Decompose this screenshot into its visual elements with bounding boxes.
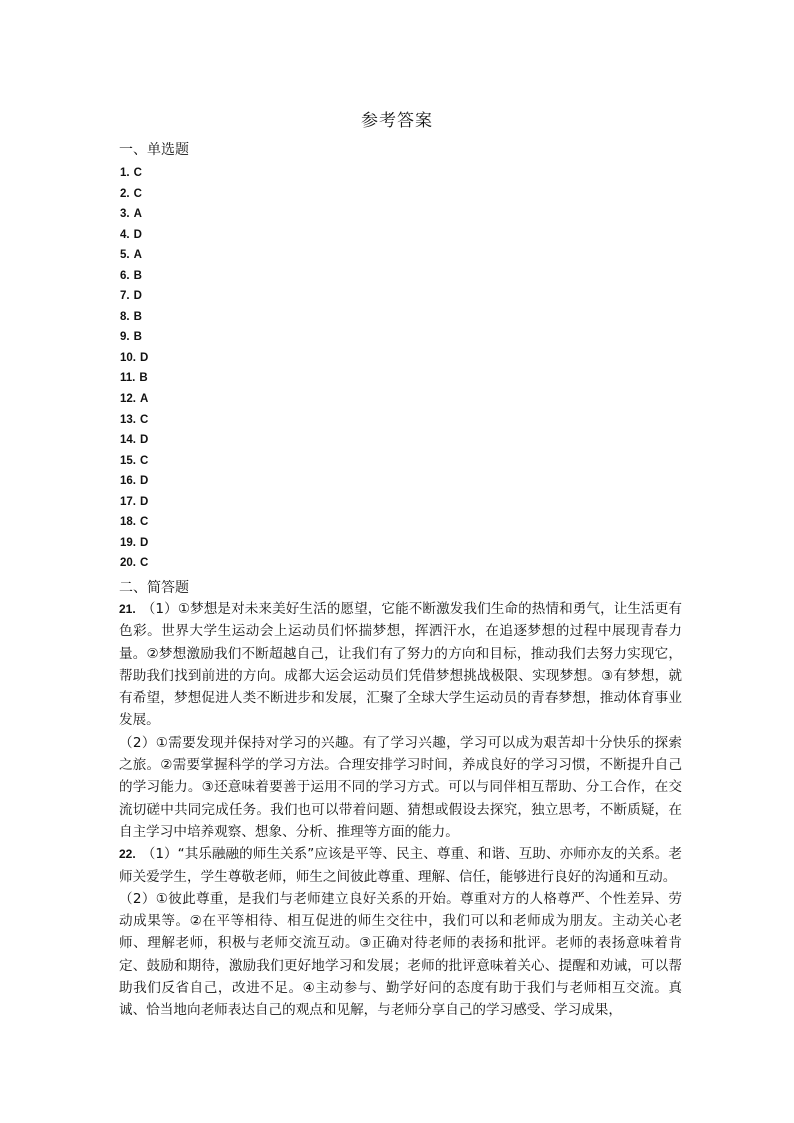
answer-number: 12. [120,393,136,406]
answer-choice: D [140,475,149,488]
answer-item [120,492,148,513]
answer-number: 15. [120,454,136,467]
multiple-choice-answer-list [120,163,148,574]
answer-item [120,286,148,307]
answer-number: 14. [120,434,136,447]
answer-choice: D [140,495,149,508]
answer-number: 3. [120,208,130,221]
answer-item [120,204,148,225]
answer-item [120,389,148,410]
answer-item [120,410,148,431]
answer-item [120,430,148,451]
question-21-part-2: （2）①需要发现并保持对学习的兴趣。有了学习兴趣，学习可以成为艰苦却十分快乐的探索之旅。②需要掌握科学的学习方法。合理安排学习时间，养成良好的学习习惯，不断提升自己的学习能力。③还意味着要善于运用不同的学习方式。可以与同伴相互帮助、分工合作，在交流切磋中共同完成任务。我们也可以带着问题、猜想或假设去探究，独立思考，不断质疑，在自主学习中培养观察、想象、分析、推理等方面的能力。 [119,734,682,840]
question-22-part-2: （2）①彼此尊重，是我们与老师建立良好关系的开始。尊重对方的人格尊严、个性差异、劳动成果等。②在平等相待、相互促进的师生交往中，我们可以和老师成为朋友。主动关心老师、理解老师，积极与老师交流互动。③正确对待老师的表扬和批评。老师的表扬意味着肯定、鼓励和期待，激励我们更好地学习和发展；老师的批评意味着关心、提醒和劝诫，可以帮助我们反省自己，改进不足。④主动参与、勤学好问的态度有助于我们与老师相互交流。真诚、恰当地向老师表达自己的观点和见解，与老师分享自己的学习感受、学习成果， [119,890,682,1019]
question-21-part-1 [119,598,682,732]
answer-item [120,368,148,389]
answer-number: 6. [120,269,130,282]
answer-text: （1）①梦想是对未来美好生活的愿望，它能不断激发我们生命的热情和勇气，让生活更有色彩。世界大学生运动会上运动员们怀揣梦想，挥洒汗水，在追逐梦想的过程中展现青春力量。②梦想激励我们不断超越自己，让我们有了努力的方向和目标，推动我们去努力实现它，帮助我们找到前进的方向。成都大运会运动员们凭借梦想挑战极限、实现梦想。③有梦想，就有希望，梦想促进人类不断进步和发展，汇聚了全球大学生运动员的青春梦想，推动体育事业发展。 [119,601,682,729]
answer-number: 4. [120,228,130,241]
answer-choice: D [133,290,142,303]
section-heading-multiple-choice: 一、单选题 [119,142,189,158]
short-answer-body [119,598,682,1022]
answer-number: 5. [120,249,130,262]
section-heading-short-answer: 二、简答题 [119,580,189,596]
answer-choice: A [133,208,142,221]
answer-number: 1. [120,167,130,179]
answer-choice: B [133,269,142,282]
answer-item [120,553,148,574]
answer-item [120,307,148,328]
answer-choice: C [140,413,149,426]
answer-number: 16. [120,475,136,488]
answer-number: 10. [120,351,136,364]
question-22-part-1 [119,843,682,888]
answer-choice: D [133,228,142,241]
answer-number: 20. [120,557,136,570]
page-title: 参考答案 [361,111,433,131]
answer-choice: C [133,167,142,179]
answer-choice: B [133,331,142,344]
answer-number: 9. [120,331,130,344]
answer-item [120,533,148,554]
answer-choice: D [140,434,149,447]
answer-number: 8. [120,310,130,323]
answer-choice: D [140,351,149,364]
answer-choice: A [133,249,142,262]
answer-choice: C [140,557,149,570]
answer-text: （1）“其乐融融的师生关系”应该是平等、民主、尊重、和谐、互助、亦师亦友的关系。老师关爱学生，学生尊敬老师，师生之间彼此尊重、理解、信任，能够进行良好的沟通和互动。 [119,846,682,885]
answer-item [120,348,148,369]
answer-item [120,266,148,287]
answer-number: 13. [120,413,136,426]
answer-number: 17. [120,495,136,508]
answer-choice: B [133,310,142,323]
question-number: 21. [119,602,136,616]
answer-number: 19. [120,536,136,549]
answer-choice: D [140,536,149,549]
answer-item [120,327,148,348]
answer-item [120,184,148,205]
answer-number: 18. [120,516,136,529]
answer-number: 7. [120,290,130,303]
answer-number: 2. [120,187,130,200]
answer-item [120,225,148,246]
answer-choice: C [133,187,142,200]
answer-choice: C [140,516,149,529]
answer-choice: A [140,393,149,406]
answer-item [120,163,148,184]
question-number: 22. [119,847,136,862]
answer-number: 11. [120,372,136,385]
answer-item [120,245,148,266]
answer-item [120,451,148,472]
answer-item [120,471,148,492]
answer-choice: C [140,454,149,467]
answer-item [120,512,148,533]
answer-choice: B [139,372,148,385]
